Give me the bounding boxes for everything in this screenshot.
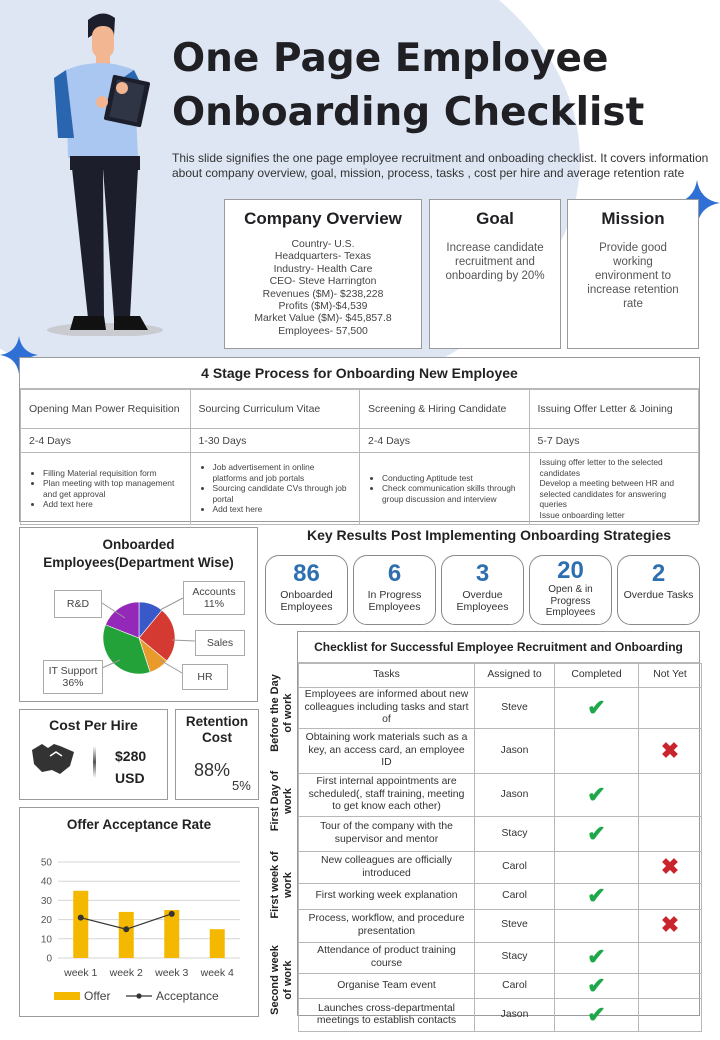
company-overview-lines <box>225 239 421 338</box>
overview-line: Revenues ($M)- $238,228 <box>262 288 384 300</box>
checklist-assignee: Jason <box>475 729 555 774</box>
callout-value: 11% <box>203 598 225 610</box>
overview-line: Profits ($M)-$4,539 <box>278 301 368 313</box>
checklist-not-yet-cell <box>639 688 702 729</box>
check-icon: ✔ <box>587 781 606 807</box>
checklist-task: Obtaining work materials such as a key, an access card, an employee ID <box>299 729 475 774</box>
checklist-completed-cell <box>555 942 639 973</box>
x-tick-label: week 2 <box>109 967 143 979</box>
mission-title: Mission <box>601 209 665 228</box>
checklist-not-yet-cell <box>639 884 702 910</box>
checklist-completed-cell <box>555 729 639 774</box>
checklist-not-yet-cell <box>639 909 702 942</box>
checklist-assignee: Stacy <box>475 817 555 852</box>
goal-title: Goal <box>476 209 514 228</box>
cost-currency: USD <box>115 770 145 786</box>
company-overview-title: Company Overview <box>244 209 402 228</box>
x-tick-label: week 4 <box>200 967 234 979</box>
stage-item: Develop a meeting between HR and selected candidates for answering queries <box>539 478 675 509</box>
key-result-onboarded <box>265 555 348 625</box>
checklist-task: New colleagues are officially introduced <box>299 852 475 884</box>
checklist-completed-cell <box>555 817 639 852</box>
legend-offer-label: Offer <box>84 989 111 1003</box>
acceptance-point <box>169 911 175 917</box>
checklist-task: First working week explanation <box>299 884 475 910</box>
stage-name: Screening & Hiring Candidate <box>360 390 530 429</box>
stage-items <box>190 453 360 525</box>
callout-value: 36% <box>62 677 84 689</box>
checklist-row <box>299 884 702 910</box>
check-icon: ✔ <box>587 694 606 720</box>
chart-title: Offer Acceptance Rate <box>66 817 212 832</box>
retention-title-line: Retention <box>185 714 249 729</box>
stage-duration: 2-4 Days <box>21 429 191 453</box>
pie-callout-hr: HR <box>182 664 228 690</box>
checklist-not-yet-cell <box>639 942 702 973</box>
y-tick-label: 10 <box>40 934 52 946</box>
retention-sub-value: 5% <box>232 778 251 793</box>
stage-items <box>529 453 699 525</box>
overview-line: Headquarters- Texas <box>274 251 372 263</box>
key-results-title: Key Results Post Implementing Onboarding Strategies <box>306 527 672 543</box>
cross-icon: ✖ <box>660 737 680 763</box>
checklist-header: Completed <box>555 664 639 688</box>
checklist-row <box>299 999 702 1032</box>
stage-name: Issuing Offer Letter & Joining <box>529 390 699 429</box>
check-icon: ✔ <box>587 883 606 908</box>
cross-icon: ✖ <box>660 912 680 938</box>
acceptance-point <box>78 915 84 921</box>
checklist-task: Process, workflow, and procedure presentation <box>299 909 475 942</box>
checklist-header: Tasks <box>299 664 475 688</box>
stage-item: • Plan meeting with top management and get approval <box>43 478 182 499</box>
pie-callout-sales: Sales <box>195 630 245 656</box>
process-title: 4 Stage Process for Onboarding New Employee <box>20 358 699 389</box>
callout-name: IT Support <box>48 665 98 677</box>
y-tick-label: 20 <box>40 915 52 927</box>
checklist-assignee: Stacy <box>475 942 555 973</box>
cost-title: Cost Per Hire <box>49 717 138 733</box>
stage-duration: 2-4 Days <box>360 429 530 453</box>
stage-item: Issuing offer letter to the selected candidates <box>539 457 663 478</box>
pie-callout-rd: R&D <box>54 590 102 618</box>
stage-item: • Filling Material requisition form <box>43 468 182 479</box>
checklist-assignee: Carol <box>475 884 555 910</box>
person-illustration <box>30 8 170 336</box>
checklist-assignee: Steve <box>475 688 555 729</box>
checklist-assignee: Jason <box>475 774 555 817</box>
check-icon: ✔ <box>587 972 606 998</box>
legend-acceptance-label: Acceptance <box>156 989 219 1003</box>
y-tick-label: 40 <box>40 876 52 888</box>
stage-item: • Add text here <box>213 504 352 515</box>
legend-acceptance-marker <box>136 993 141 998</box>
checklist-stage-label: Before the Day of work <box>269 674 294 752</box>
retention-cost-card <box>175 709 259 800</box>
key-result-number: 6 <box>387 560 402 587</box>
check-icon: ✔ <box>587 944 606 970</box>
checklist-not-yet-cell <box>639 999 702 1032</box>
offer-bar <box>164 910 179 958</box>
key-result-overdue-tasks <box>617 555 700 625</box>
checklist-not-yet-cell <box>639 729 702 774</box>
checklist-not-yet-cell <box>639 973 702 999</box>
overview-line: Market Value ($M)- $45,857.8 <box>254 313 392 325</box>
cross-icon: ✖ <box>660 854 680 880</box>
y-tick-label: 30 <box>40 895 52 907</box>
handshake-icon <box>30 740 76 776</box>
checklist-row <box>299 817 702 852</box>
callout-name: Accounts <box>192 586 236 598</box>
y-tick-label: 50 <box>40 857 52 869</box>
checklist-completed-cell <box>555 774 639 817</box>
checklist-task: First internal appointments are scheduled(, staff training, meeting to get know each other) <box>299 774 475 817</box>
onboarded-pie-card <box>19 527 258 702</box>
process-table <box>20 389 699 525</box>
checklist-card <box>297 631 700 1027</box>
checklist-header: Not Yet <box>639 664 702 688</box>
stage-duration: 1-30 Days <box>190 429 360 453</box>
stage-duration: 5-7 Days <box>529 429 699 453</box>
checklist-row <box>299 973 702 999</box>
title-line-1: One Page Employee <box>172 36 609 81</box>
key-result-label: In Progress Employees <box>367 589 422 613</box>
retention-title <box>176 714 258 746</box>
key-result-label: Onboarded Employees <box>280 589 333 613</box>
checklist-row <box>299 852 702 884</box>
overview-line: Industry- Health Care <box>273 263 373 275</box>
key-result-number: 20 <box>557 557 584 584</box>
mission-text: Provide good working environment to increase retention rate <box>587 242 679 310</box>
offer-acceptance-chart <box>20 808 260 1018</box>
overview-line: Employees- 57,500 <box>278 325 368 337</box>
checklist-not-yet-cell <box>639 852 702 884</box>
goal-card <box>429 199 561 349</box>
checklist-completed-cell <box>555 909 639 942</box>
pie-title-line: Employees(Department Wise) <box>43 555 234 570</box>
checklist-assignee: Jason <box>475 999 555 1032</box>
title-line-2: Onboarding Checklist <box>172 90 645 135</box>
checklist-table <box>298 663 702 1032</box>
stage-name: Sourcing Curriculum Vitae <box>190 390 360 429</box>
goal-text: Increase candidate recruitment and onboarding by 20% <box>445 242 545 282</box>
company-overview-card <box>224 199 422 349</box>
key-result-overdue <box>441 555 524 625</box>
checklist-completed-cell <box>555 973 639 999</box>
key-result-label: Open & in Progress Employees <box>545 584 596 618</box>
checklist-task: Organise Team event <box>299 973 475 999</box>
y-tick-label: 0 <box>46 953 52 965</box>
checklist-assignee: Carol <box>475 973 555 999</box>
stage-name: Opening Man Power Requisition <box>21 390 191 429</box>
checklist-row <box>299 942 702 973</box>
legend-offer-swatch <box>54 992 80 1000</box>
pie-title-line: Onboarded <box>102 537 175 552</box>
check-icon: ✔ <box>587 1001 606 1027</box>
checklist-not-yet-cell <box>639 817 702 852</box>
checklist-task: Attendance of product training course <box>299 942 475 973</box>
stage-item: Issue onboarding letter <box>539 509 625 520</box>
checklist-task: Launches cross-departmental meetings to establish contacts <box>299 999 475 1032</box>
offer-bar <box>210 929 225 958</box>
checklist-not-yet-cell <box>639 774 702 817</box>
acceptance-point <box>123 926 129 932</box>
offer-bar <box>73 891 88 958</box>
checklist-completed-cell <box>555 688 639 729</box>
key-result-label: Overdue Employees <box>456 589 509 613</box>
overview-line: CEO- Steve Harrington <box>269 276 377 288</box>
stage-item: • Check communication skills through group discussion and interview <box>382 483 521 504</box>
checklist-header: Assigned to <box>475 664 555 688</box>
retention-title-line: Cost <box>202 730 232 745</box>
cost-amount: $280 <box>115 748 147 764</box>
checklist-stage-label: First Day of work <box>269 770 294 832</box>
key-result-number: 86 <box>293 560 320 587</box>
checklist-row <box>299 774 702 817</box>
checklist-assignee: Steve <box>475 909 555 942</box>
checklist-row <box>299 729 702 774</box>
check-icon: ✔ <box>587 820 606 846</box>
offer-acceptance-card <box>19 807 259 1017</box>
key-result-in-progress <box>353 555 436 625</box>
checklist-row <box>299 909 702 942</box>
page-title <box>172 32 712 140</box>
checklist-completed-cell <box>555 852 639 884</box>
checklist-stage-label: First week of work <box>269 851 294 919</box>
page-subtitle: This slide signifies the one page employee recruitment and onboading checklist. It covers information about company overview, goal, mission, process, tasks , cost per hire and average retention rate <box>172 151 709 180</box>
cost-divider <box>93 746 96 778</box>
checklist-completed-cell <box>555 999 639 1032</box>
checklist-row <box>299 688 702 729</box>
offer-bar <box>119 912 134 958</box>
mission-card <box>567 199 699 349</box>
checklist-task: Employees are informed about new colleagues including tasks and start of <box>299 688 475 729</box>
stage-items <box>360 453 530 525</box>
cost-per-hire-card <box>19 709 168 800</box>
key-result-number: 3 <box>475 560 490 587</box>
stage-items <box>21 453 191 525</box>
process-card <box>19 357 700 522</box>
key-result-open <box>529 555 612 625</box>
stage-item: • Add text here <box>43 499 182 510</box>
pie-callout-it <box>43 660 103 694</box>
overview-line: Country- U.S. <box>291 239 355 250</box>
pie-callout-accounts <box>183 581 245 615</box>
stage-item: • Sourcing candidate CVs through job portal <box>213 483 352 504</box>
checklist-title: Checklist for Successful Employee Recruitment and Onboarding <box>298 632 699 663</box>
checklist-task: Tour of the company with the supervisor and mentor <box>299 817 475 852</box>
x-tick-label: week 3 <box>155 967 189 979</box>
key-result-number: 2 <box>651 560 666 587</box>
checklist-assignee: Carol <box>475 852 555 884</box>
x-tick-label: week 1 <box>64 967 98 979</box>
retention-value: 88% <box>194 760 231 780</box>
checklist-stage-label: Second week of work <box>269 945 294 1015</box>
checklist-completed-cell <box>555 884 639 910</box>
stage-item: • Conducting Aptitude test <box>382 473 521 484</box>
stage-item: • Job advertisement in online platforms and job portals <box>213 462 352 483</box>
key-result-label: Overdue Tasks <box>623 589 694 601</box>
